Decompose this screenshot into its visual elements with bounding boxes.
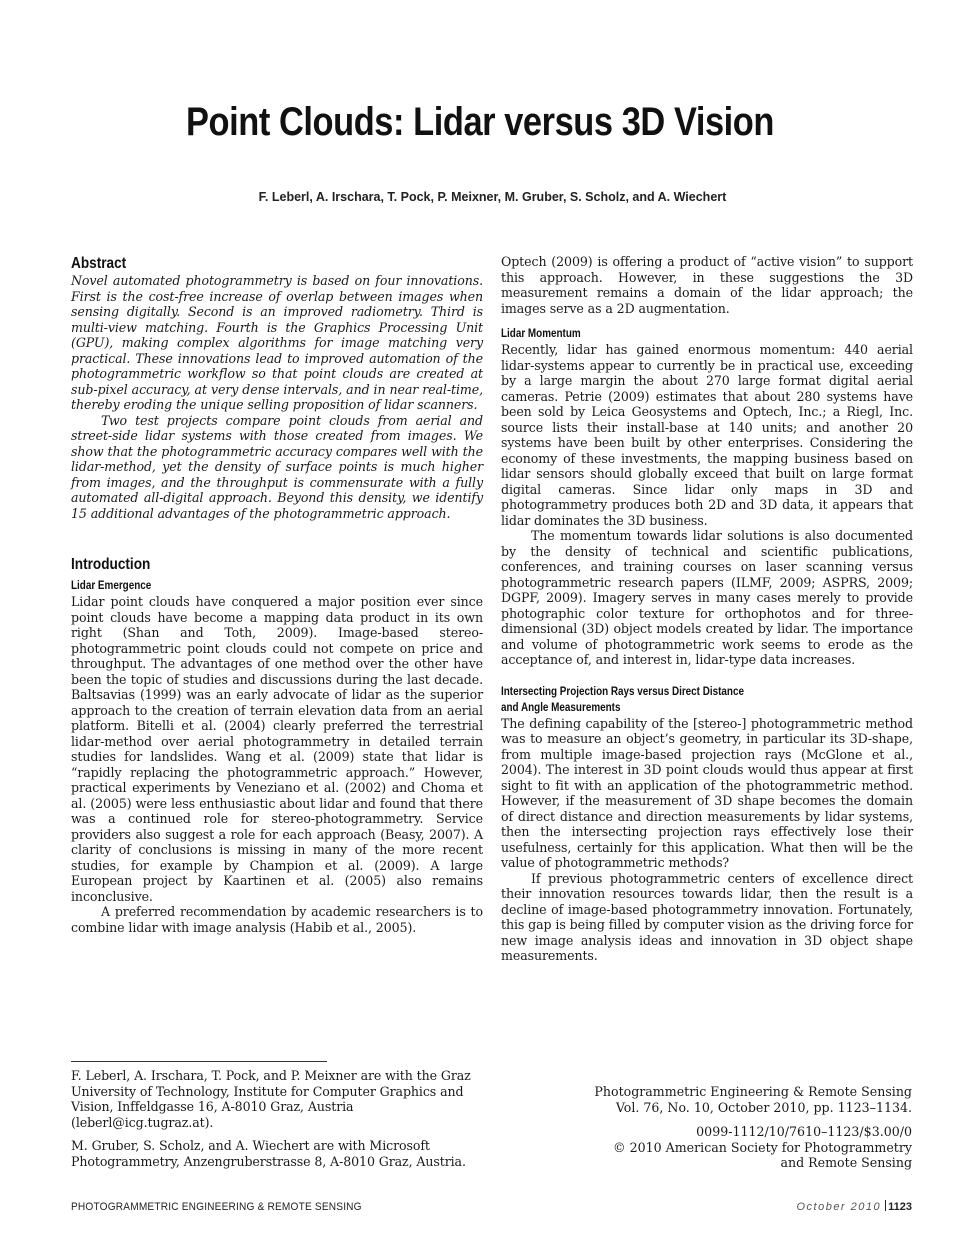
projection-rays-heading-line-2: and Angle Measurements	[501, 701, 621, 714]
introduction-paragraph-2: A preferred recommendation by academic researchers is to combine lidar with image analysis (Habib et al., 2005).	[71, 904, 483, 935]
projection-rays-heading-line-1: Intersecting Projection Rays versus Direct Distance	[501, 685, 744, 698]
abstract-heading: Abstract	[71, 255, 127, 272]
footnote-affiliation-graz: F. Leberl, A. Irschara, T. Pock, and P. Meixner are with the Graz University of Technology, Institute for Computer Graphics and Vision, Inffeldgasse 16, A-8010 Graz, Austria (leberl@icg.tugraz.at).	[71, 1068, 471, 1130]
page-number: 1123	[888, 1201, 912, 1213]
left-column	[71, 254, 483, 935]
introduction-paragraph-1: Lidar point clouds have conquered a major position ever since point clouds have become a mapping data product in its own right (Shan and Toth, 2009). Image-based stereo-photogrammetric point clouds could not compete on price and throughput. The advantages of one method over the other have been the topic of studies and discussions during the last decade. Baltsavias (1999) was an early advocate of lidar as the superior approach to the creation of terrain elevation data from an aerial platform. Bitelli et al. (2004) clearly preferred the terrestrial lidar-method over aerial photogrammetry in detailed terrain studies for landslides. Wang et al. (2009) state that lidar is “rapidly replacing the photogrammetric approach.” However, practical experiments by Veneziano et al. (2002) and Choma et al. (2005) were less enthusiastic about lidar and found that there was a continued role for stereo-photogrammetry. Service providers also suggest a role for each approach (Beasy, 2007). A clarity of conclusions is missing in many of the more recent studies, for example by Champion et al. (2009). A large European project by Kaartinen et al. (2005) also remains inconclusive.	[71, 594, 483, 904]
lidar-emergence-heading: Lidar Emergence	[71, 580, 152, 592]
right-column	[501, 254, 913, 964]
journal-name: Photogrammetric Engineering & Remote Sensing	[594, 1084, 912, 1099]
footnote-rule	[71, 1061, 327, 1062]
publication-info	[532, 1084, 912, 1115]
copyright-info	[532, 1124, 912, 1171]
copyright-line-2: and Remote Sensing	[780, 1155, 912, 1170]
journal-volume: Vol. 76, No. 10, October 2010, pp. 1123–1134.	[615, 1099, 912, 1115]
footer-page-info	[796, 1200, 912, 1213]
rays-paragraph-1: The defining capability of the [stereo-] photogrammetric method was to measure an object’s geometry, in particular its 3D-shape, from multiple image-based projection rays (McGlone et al., 2004). The interest in 3D point clouds would thus appear at first sight to fit with an application of the photogrammetric method. However, if the measurement of 3D shape becomes the domain of direct distance and direction measurements by lidar systems, then the intersecting projection rays effectively lose their usefulness, certainly for this application. What then will be the value of photogrammetric methods?	[501, 715, 913, 870]
footer-separator	[885, 1200, 886, 1211]
introduction-heading: Introduction	[71, 556, 151, 573]
right-paragraph-0: Optech (2009) is offering a product of “active vision” to support this approach. However, in these suggestions the 3D measurement remains a domain of the lidar approach; the images serve as a 2D augmentation.	[501, 254, 913, 316]
footer-date: October 2010	[796, 1201, 882, 1213]
issn: 0099-1112/10/7610–1123/$3.00/0	[696, 1124, 912, 1139]
copyright-line-1: © 2010 American Society for Photogrammetry	[613, 1139, 912, 1155]
momentum-paragraph-1: Recently, lidar has gained enormous momentum: 440 aerial lidar-systems appear to currently be in practical use, exceeding by a large margin the about 270 large format digital aerial cameras. Petrie (2009) estimates that about 280 systems have been sold by Leica Geosystems and Optech, Inc.; a Riegl, Inc. source lists their install-base at 140 units; and another 20 systems have been built by other enterprises. Considering the economy of these investments, the mapping business based on lidar sensors should globally exceed that built on large format digital cameras. Since lidar only maps in 3D and photogrammetry produces both 2D and 3D data, it appears that lidar dominates the 3D business.	[501, 342, 913, 528]
paper-title: Point Clouds: Lidar versus 3D Vision	[186, 100, 774, 144]
abstract-paragraph-2: Two test projects compare point clouds from aerial and street-side lidar systems with those created from images. We show that the photogrammetric accuracy compares well with the lidar-method, yet the density of surface points is much higher from images, and the throughput is commensurate with a fully automated all-digital approach. Beyond this density, we identify 15 additional advantages of the photogrammetric approach.	[71, 412, 483, 521]
footer-journal: PHOTOGRAMMETRIC ENGINEERING & REMOTE SENSING	[71, 1201, 362, 1213]
abstract-paragraph-1: Novel automated photogrammetry is based on four innovations. First is the cost-free increase of overlap between images when sensing digitally. Second is an improved radiometry. Third is multi-view matching. Fourth is the Graphics Processing Unit (GPU), making complex algorithms for image matching very practical. These innovations lead to improved automation of the photogrammetric workflow so that point clouds are created at sub-pixel accuracy, at very dense intervals, and in near real-time, thereby eroding the unique selling proposition of lidar scanners.	[71, 273, 483, 412]
lidar-momentum-heading: Lidar Momentum	[501, 328, 581, 340]
footnote-affiliation-microsoft: M. Gruber, S. Scholz, and A. Wiechert are with Microsoft Photogrammetry, Anzengruberstrasse 8, A-8010 Graz, Austria.	[71, 1138, 466, 1169]
rays-paragraph-2: If previous photogrammetric centers of excellence direct their innovation resources towards lidar, then the result is a decline of image-based photogrammetry innovation. Fortunately, this gap is being filled by computer vision as the driving force for new image analysis ideas and innovation in 3D object shape measurements.	[501, 870, 913, 963]
author-list: F. Leberl, A. Irschara, T. Pock, P. Meixner, M. Gruber, S. Scholz, and A. Wiechert	[258, 190, 727, 204]
momentum-paragraph-2: The momentum towards lidar solutions is also documented by the density of technical and scientific publications, conferences, and training courses on laser scanning versus photogrammetric research papers (ILMF, 2009; ASPRS, 2009; DGPF, 2009). Imagery serves in many cases merely to provide photographic color texture for orthophotos and for three-dimensional (3D) object models created by lidar. The importance and volume of photogrammetric work seems to erode as the acceptance of, and interest in, lidar-type data increases.	[501, 528, 913, 667]
